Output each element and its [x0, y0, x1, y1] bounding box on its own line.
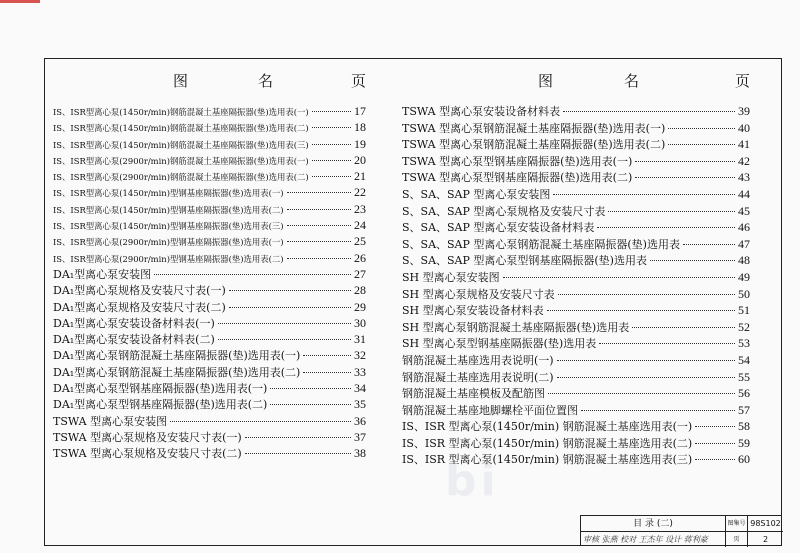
toc-entry-page: 55	[738, 369, 750, 384]
toc-entry-title: DA₁型离心泵安装设备材料表(一)	[53, 316, 215, 330]
toc-entry-page: 36	[354, 413, 366, 428]
toc-entry-title: IS、ISR型离心泵(2900r/min)钢筋混凝土基座隔振器(垫)选用表(一)	[53, 155, 309, 166]
dot-leader	[563, 111, 735, 112]
toc-entry	[402, 302, 750, 319]
toc-entry	[402, 369, 750, 386]
toc-entry	[402, 186, 750, 203]
toc-entry	[53, 364, 366, 380]
toc-list-right	[402, 103, 750, 468]
toc-entry-title: 钢筋混凝土基座模板及配筋图	[402, 387, 545, 401]
toc-entry	[402, 402, 750, 419]
dot-leader	[270, 388, 351, 389]
toc-entry-title: IS、ISR 型离心泵(1450r/min) 钢筋混凝土基座选用表(一)	[402, 420, 693, 434]
dot-leader	[668, 144, 735, 145]
dot-leader	[547, 310, 735, 311]
dot-leader	[553, 194, 735, 195]
toc-entry	[53, 136, 366, 152]
toc-entry-page: 39	[738, 104, 750, 118]
toc-entry	[53, 201, 366, 217]
toc-entry	[53, 413, 366, 429]
dot-leader	[287, 225, 351, 226]
toc-entry-page: 58	[738, 419, 750, 434]
column-header	[53, 70, 366, 92]
dot-leader	[650, 260, 735, 261]
toc-entry	[53, 266, 366, 282]
dot-leader	[557, 377, 735, 378]
dot-leader	[557, 360, 735, 361]
toc-entry	[402, 418, 750, 435]
toc-entry-page: 49	[738, 269, 750, 284]
toc-column-left	[53, 70, 366, 461]
toc-entry-page: 38	[354, 446, 366, 461]
dot-leader	[503, 277, 735, 278]
toc-entry-title: SH 型离心泵规格及安装尺寸表	[402, 287, 555, 301]
toc-entry-title: DA₁型离心泵型钢基座隔振器(垫)选用表(一)	[53, 382, 268, 396]
dot-leader	[312, 127, 351, 128]
toc-entry-title: DA₁型离心泵规格及安装尺寸表(二)	[53, 300, 226, 314]
toc-entry	[53, 445, 366, 461]
toc-entry-page: 21	[354, 169, 366, 184]
toc-entry-page: 25	[354, 234, 366, 249]
toc-list-left	[53, 103, 366, 462]
toc-entry-page: 28	[354, 283, 366, 298]
toc-entry	[53, 119, 366, 135]
toc-entry	[53, 299, 366, 315]
toc-entry-title: SH 型离心泵安装图	[402, 270, 500, 284]
dot-leader	[695, 426, 735, 427]
toc-entry-page: 26	[354, 250, 366, 265]
toc-entry	[53, 282, 366, 298]
dot-leader	[229, 307, 351, 308]
toc-entry	[53, 233, 366, 249]
toc-entry-page: 48	[738, 253, 750, 268]
toc-entry-page: 59	[738, 435, 750, 450]
dot-leader	[245, 453, 351, 454]
toc-entry-page: 53	[738, 336, 750, 351]
dot-leader	[597, 227, 735, 228]
dot-leader	[287, 258, 351, 259]
toc-entry-page: 27	[354, 266, 366, 281]
toc-entry-title: 钢筋混凝土基座选用表说明(一)	[402, 353, 554, 367]
toc-entry-title: IS、ISR型离心泵(1450r/min)钢筋混凝土基座隔振器(垫)选用表(一)	[53, 107, 309, 117]
toc-entry-page: 22	[354, 185, 366, 200]
dot-leader	[558, 294, 735, 295]
toc-entry-page: 30	[354, 315, 366, 330]
toc-entry-page: 18	[354, 120, 366, 135]
toc-entry	[402, 236, 750, 253]
toc-entry	[53, 103, 366, 119]
toc-entry-page: 60	[738, 452, 750, 467]
header-tu: 图	[538, 72, 554, 90]
toc-entry-page: 32	[354, 348, 366, 363]
toc-entry-page: 51	[738, 303, 750, 318]
toc-entry-title: TSWA 型离心泵规格及安装尺寸表(二)	[53, 447, 242, 461]
toc-entry-title: TSWA 型离心泵型钢基座隔振器(垫)选用表(一)	[402, 154, 633, 168]
dot-leader	[303, 355, 351, 356]
dot-leader	[548, 393, 735, 394]
toc-entry	[53, 396, 366, 412]
dot-leader	[312, 111, 351, 112]
toc-entry-title: IS、ISR型离心泵(1450r/min)型钢基座隔振器(垫)选用表(二)	[53, 204, 284, 215]
toc-entry	[402, 203, 750, 220]
toc-entry-page: 57	[738, 402, 750, 417]
dot-leader	[581, 410, 735, 411]
toc-entry	[402, 252, 750, 269]
dot-leader	[287, 241, 351, 242]
toc-entry-title: IS、ISR型离心泵(2900r/min)钢筋混凝土基座隔振器(垫)选用表(二)	[53, 172, 309, 183]
dot-leader	[695, 443, 735, 444]
toc-entry-page: 24	[354, 218, 366, 233]
column-header	[402, 70, 750, 92]
toc-entry-page: 29	[354, 299, 366, 314]
toc-entry	[402, 269, 750, 286]
signature-row	[581, 532, 726, 547]
toc-entry-page: 33	[354, 364, 366, 379]
toc-entry-title: 钢筋混凝土基座选用表说明(二)	[402, 370, 554, 384]
toc-entry-page: 37	[354, 429, 366, 444]
toc-entry-title: S、SA、SAP 型离心泵型钢基座隔振器(垫)选用表	[402, 254, 647, 268]
toc-entry-page: 40	[738, 120, 750, 135]
header-ye: 页	[734, 72, 750, 90]
toc-entry	[53, 184, 366, 200]
toc-entry-title: SH 型离心泵安装设备材料表	[402, 304, 544, 318]
header-tu: 图	[173, 72, 189, 90]
toc-entry-page: 45	[738, 203, 750, 218]
toc-entry-page: 23	[354, 201, 366, 216]
toc-entry-title: DA₁型离心泵安装图	[53, 267, 152, 281]
sheet-title: 目 录 (二)	[581, 516, 726, 532]
dot-leader	[695, 459, 735, 460]
dot-leader	[683, 244, 735, 245]
toc-entry-title: S、SA、SAP 型离心泵规格及安装尺寸表	[402, 204, 606, 218]
toc-entry-title: TSWA 型离心泵安装设备材料表	[402, 105, 561, 118]
toc-entry-title: IS、ISR 型离心泵(1450r/min) 钢筋混凝土基座选用表(三)	[402, 453, 693, 467]
toc-entry-page: 41	[738, 137, 750, 152]
toc-entry-title: 钢筋混凝土基座地脚螺栓平面位置图	[402, 403, 578, 417]
dot-leader	[287, 209, 351, 210]
dot-leader	[312, 176, 351, 177]
toc-entry	[53, 217, 366, 233]
toc-entry-title: IS、ISR型离心泵(1450r/min)型钢基座隔振器(垫)选用表(一)	[53, 188, 284, 199]
dot-leader	[287, 192, 351, 193]
dot-leader	[154, 274, 351, 275]
toc-entry	[402, 286, 750, 303]
dot-leader	[608, 211, 735, 212]
toc-entry	[53, 168, 366, 184]
toc-entry-title: TSWA 型离心泵钢筋混凝土基座隔振器(垫)选用表(一)	[402, 121, 666, 135]
atlas-number-label: 图集号	[726, 516, 748, 532]
dot-leader	[270, 404, 351, 405]
dot-leader	[218, 323, 351, 324]
toc-entry-title: DA₁型离心泵钢筋混凝土基座隔振器(垫)选用表(二)	[53, 365, 301, 379]
page-label: 页	[726, 532, 748, 547]
toc-entry-title: DA₁型离心泵安装设备材料表(二)	[53, 333, 215, 347]
toc-entry	[402, 153, 750, 170]
toc-entry-title: IS、ISR型离心泵(1450r/min)钢筋混凝土基座隔振器(垫)选用表(二)	[53, 123, 309, 134]
toc-entry	[53, 152, 366, 168]
toc-entry	[402, 103, 750, 120]
dot-leader	[229, 290, 351, 291]
dot-leader	[303, 372, 351, 373]
toc-entry	[402, 385, 750, 402]
toc-entry-page: 17	[354, 104, 366, 118]
dot-leader	[668, 128, 735, 129]
atlas-number: 98S102	[748, 516, 783, 532]
dot-leader	[170, 421, 351, 422]
toc-entry-page: 43	[738, 170, 750, 185]
toc-column-right	[402, 70, 750, 467]
toc-entry-title: SH 型离心泵钢筋混凝土基座隔振器(垫)选用表	[402, 320, 630, 334]
toc-entry-page: 44	[738, 186, 750, 201]
toc-entry-title: TSWA 型离心泵钢筋混凝土基座隔振器(垫)选用表(二)	[402, 138, 666, 152]
toc-entry-title: IS、ISR 型离心泵(1450r/min) 钢筋混凝土基座选用表(二)	[402, 436, 693, 450]
toc-entry-page: 35	[354, 397, 366, 412]
toc-entry	[402, 335, 750, 352]
toc-entry-title: TSWA 型离心泵规格及安装尺寸表(一)	[53, 430, 242, 444]
dot-leader	[312, 160, 351, 161]
toc-entry-page: 56	[738, 386, 750, 401]
toc-entry	[402, 352, 750, 369]
toc-entry	[402, 435, 750, 452]
toc-entry	[402, 169, 750, 186]
toc-entry-page: 31	[354, 332, 366, 347]
toc-entry-page: 47	[738, 236, 750, 251]
page-number: 2	[762, 535, 769, 544]
header-ming: 名	[258, 72, 274, 90]
toc-entry	[53, 347, 366, 363]
toc-entry	[53, 250, 366, 266]
toc-entry	[402, 319, 750, 336]
toc-entry-title: IS、ISR型离心泵(1450r/min)型钢基座隔振器(垫)选用表(三)	[53, 221, 284, 232]
signatures: 审核 张燕 校对 王杰年 设计 蒋利豪	[583, 535, 708, 544]
toc-entry-page: 52	[738, 319, 750, 334]
toc-entry-page: 20	[354, 152, 366, 167]
dot-leader	[635, 177, 735, 178]
toc-entry	[53, 331, 366, 347]
toc-entry-title: IS、ISR型离心泵(2900r/min)型钢基座隔振器(垫)选用表(一)	[53, 237, 284, 248]
toc-entry-title: S、SA、SAP 型离心泵安装设备材料表	[402, 221, 595, 235]
title-block	[580, 515, 782, 546]
toc-entry	[53, 315, 366, 331]
toc-entry-page: 42	[738, 153, 750, 168]
toc-entry	[53, 429, 366, 445]
toc-entry-title: TSWA 型离心泵安装图	[53, 414, 168, 428]
toc-entry	[402, 120, 750, 137]
toc-entry-title: DA₁型离心泵规格及安装尺寸表(一)	[53, 284, 226, 298]
dot-leader	[312, 144, 351, 145]
toc-entry-page: 54	[738, 352, 750, 367]
toc-entry-page: 50	[738, 286, 750, 301]
toc-entry-title: TSWA 型离心泵型钢基座隔振器(垫)选用表(二)	[402, 171, 633, 185]
toc-entry-title: S、SA、SAP 型离心泵安装图	[402, 187, 551, 201]
toc-entry-page: 46	[738, 220, 750, 235]
toc-entry	[402, 136, 750, 153]
header-ming: 名	[624, 72, 640, 90]
dot-leader	[245, 437, 351, 438]
dot-leader	[599, 343, 735, 344]
toc-entry-title: DA₁型离心泵钢筋混凝土基座隔振器(垫)选用表(一)	[53, 349, 301, 363]
toc-entry-title: S、SA、SAP 型离心泵钢筋混凝土基座隔振器(垫)选用表	[402, 237, 680, 251]
toc-entry-title: IS、ISR型离心泵(1450r/min)钢筋混凝土基座隔振器(垫)选用表(三)	[53, 139, 309, 150]
toc-entry	[53, 380, 366, 396]
toc-entry-page: 19	[354, 136, 366, 151]
toc-entry-title: IS、ISR型离心泵(2900r/min)型钢基座隔振器(垫)选用表(二)	[53, 253, 284, 264]
dot-leader	[635, 161, 735, 162]
toc-entry-page: 34	[354, 381, 366, 396]
toc-entry-title: SH 型离心泵型钢基座隔振器(垫)选用表	[402, 337, 597, 351]
dot-leader	[218, 339, 351, 340]
dot-leader	[632, 327, 735, 328]
watermark: bi	[445, 455, 500, 506]
toc-entry-title: DA₁型离心泵型钢基座隔振器(垫)选用表(二)	[53, 398, 268, 412]
header-ye: 页	[350, 72, 366, 90]
corner-red-mark	[0, 0, 40, 3]
toc-entry	[402, 219, 750, 236]
